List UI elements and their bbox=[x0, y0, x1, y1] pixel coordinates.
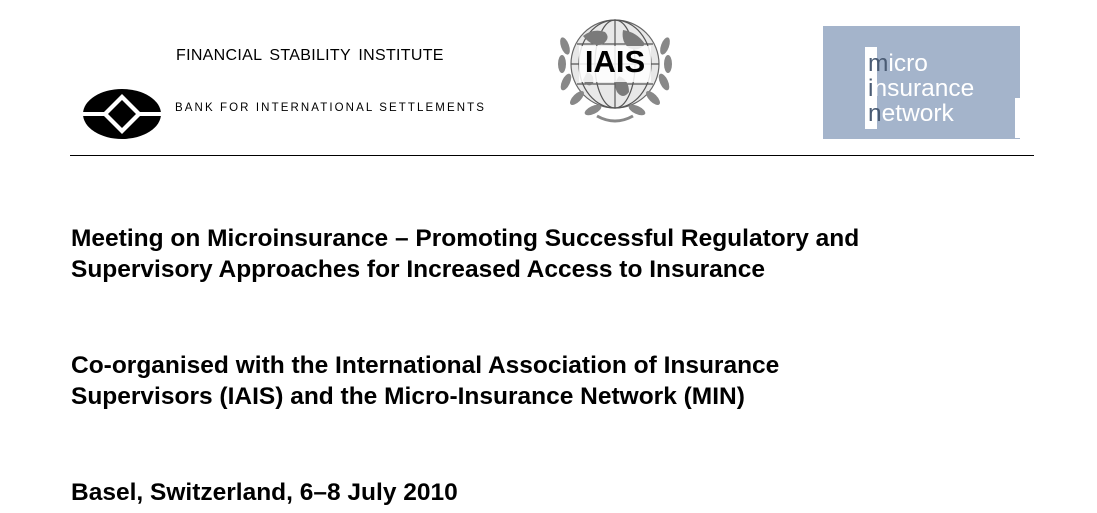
header-divider bbox=[70, 155, 1034, 156]
microinsurance-network-logo bbox=[823, 26, 1020, 139]
iais-logo-text: IAIS bbox=[584, 44, 646, 79]
meeting-title-line-1: Meeting on Microinsurance – Promoting Successful Regulatory and bbox=[71, 225, 860, 252]
bis-name: BANK FOR INTERNATIONAL SETTLEMENTS bbox=[175, 102, 487, 114]
meeting-title bbox=[71, 223, 859, 285]
logo-line-micro: micro bbox=[868, 50, 928, 77]
bis-logo-icon bbox=[82, 88, 162, 140]
co-organisers-line-1: Co-organised with the International Association of Insurance bbox=[71, 352, 780, 379]
co-organisers-line-2: Supervisors (IAIS) and the Micro-Insurance Network (MIN) bbox=[71, 383, 745, 410]
co-organisers bbox=[71, 350, 779, 412]
logo-line-network: network bbox=[868, 100, 954, 127]
logo-strip-right bbox=[1015, 98, 1020, 138]
fsi-title: FINANCIAL STABILITY INSTITUTE bbox=[176, 47, 444, 64]
location-date: Basel, Switzerland, 6–8 July 2010 bbox=[71, 479, 458, 506]
meeting-title-line-2: Supervisory Approaches for Increased Access to Insurance bbox=[71, 256, 765, 283]
logo-line-insurance: insurance bbox=[868, 75, 975, 102]
